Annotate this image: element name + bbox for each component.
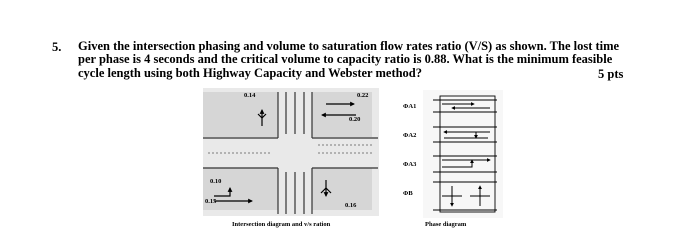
ratio-nb-left: 0.14 — [244, 92, 256, 99]
ratio-eb-through: 0.15 — [205, 198, 217, 205]
ratio-eb-left: 0.10 — [210, 178, 222, 185]
question-points: 5 pts — [598, 67, 624, 81]
phase-a1-label: ΦA1 — [403, 103, 417, 110]
ratio-sb-through: 0.16 — [345, 202, 357, 209]
phase-b-label: ΦB — [403, 190, 413, 197]
intersection-caption: Intersection diagram and v/s ration — [232, 221, 331, 228]
ratio-sb-left: 0.22 — [357, 92, 369, 99]
phase-caption: Phase diagram — [425, 221, 467, 228]
question-text: Given the intersection phasing and volume to saturation flow rates ratio (V/S) as shown. The lost time per phase is 4 seconds and the critical volume to capacity ratio is 0.88. What is the minimum feasible cycle length using both Highway Capacity and Webster method? — [78, 39, 620, 80]
phase-a3-label: ΦA3 — [403, 161, 417, 168]
question-number: 5. — [52, 40, 62, 54]
phase-diagram — [403, 90, 503, 228]
phase-a2-label: ΦA2 — [403, 132, 417, 139]
intersection-diagram — [203, 88, 379, 228]
ratio-wb-through: 0.20 — [349, 116, 361, 123]
